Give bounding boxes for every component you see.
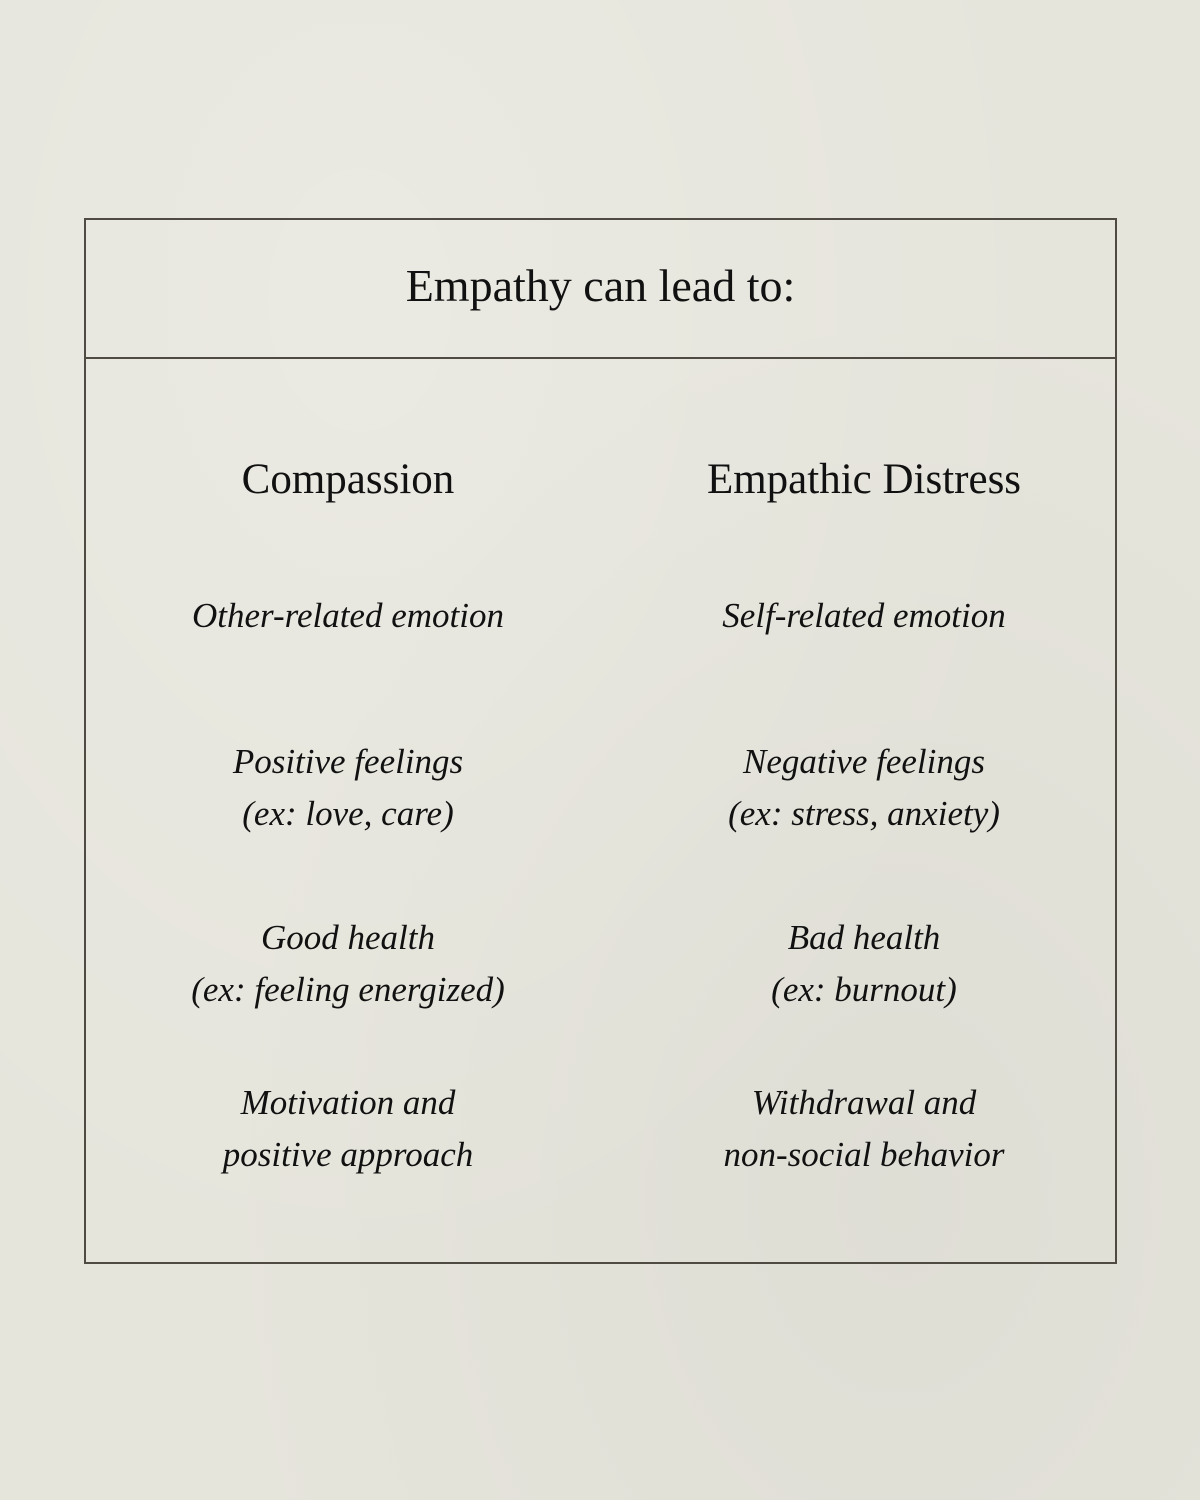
compassion-item-emotion [118,590,578,642]
distress-item-emotion [634,590,1094,642]
item-example: (ex: burnout) [771,970,957,1009]
item-line: Self-related emotion [722,596,1006,635]
item-example: (ex: feeling energized) [191,970,505,1009]
item-line-2: non-social behavior [723,1135,1005,1174]
item-line: Bad health [787,918,941,957]
item-example: (ex: love, care) [242,794,454,833]
item-line: Other-related emotion [192,596,504,635]
item-line-2: positive approach [222,1135,474,1174]
item-line: Negative feelings [742,742,985,781]
compassion-item-feelings [118,736,578,840]
item-line: Good health [260,918,435,957]
compassion-item-behavior [118,1077,578,1181]
item-example: (ex: stress, anxiety) [728,794,1000,833]
item-line: Motivation and [240,1083,456,1122]
comparison-box [84,218,1117,1264]
compassion-item-health [118,912,578,1016]
column-heading-compassion: Compassion [241,456,455,503]
distress-item-behavior [634,1077,1094,1181]
header-row [86,220,1115,359]
distress-item-health [634,912,1094,1016]
distress-item-feelings [634,736,1094,840]
page-title: Empathy can lead to: [405,260,796,311]
column-heading-empathic-distress: Empathic Distress [706,456,1022,503]
item-line: Withdrawal and [751,1083,977,1122]
item-line: Positive feelings [232,742,464,781]
